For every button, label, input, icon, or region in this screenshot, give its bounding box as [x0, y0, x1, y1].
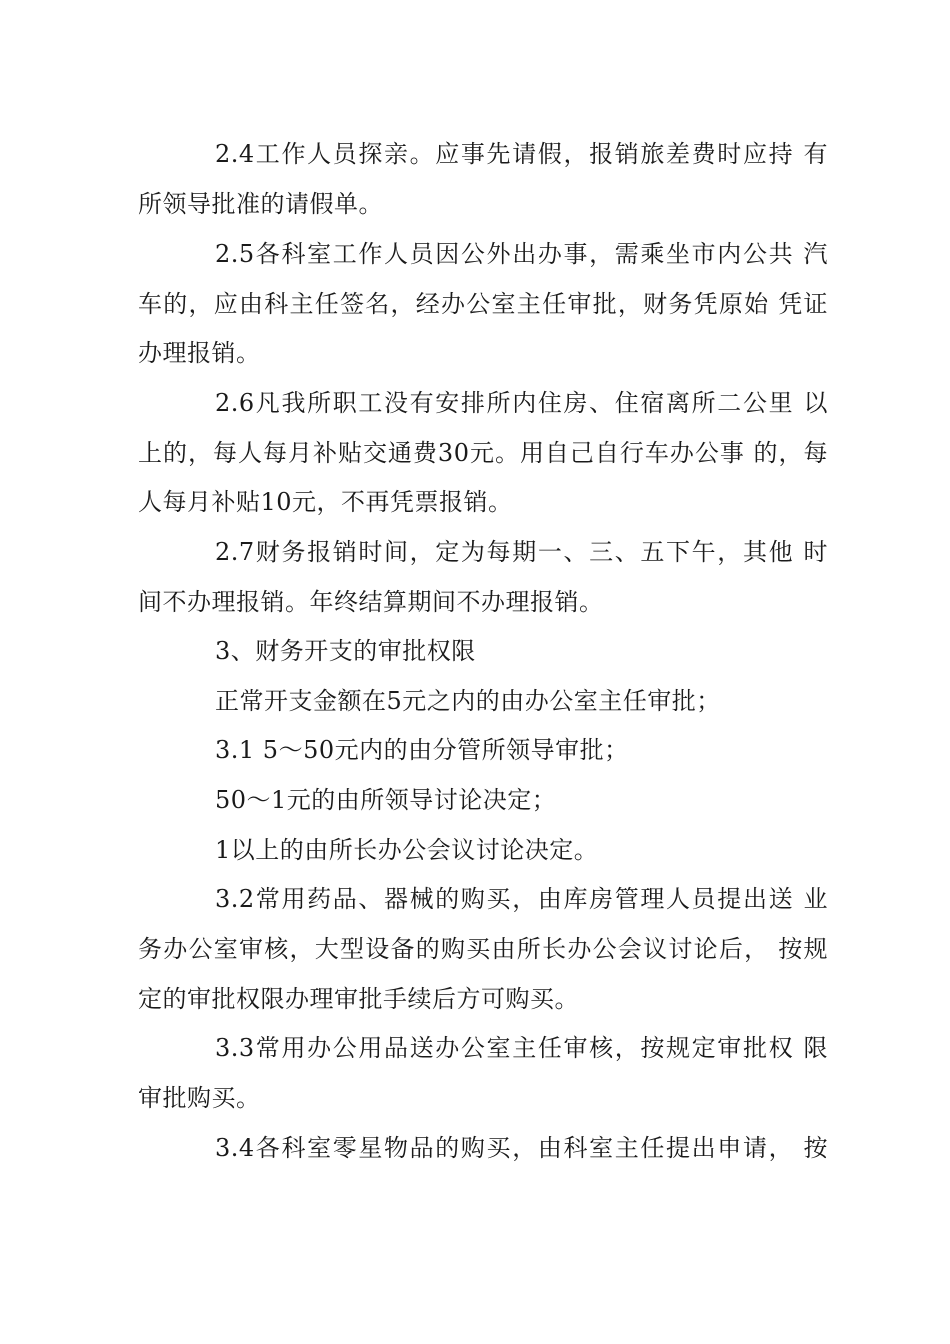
paragraph-2-6-line-1: 2.6凡我所职工没有安排所内住房、住宿离所二公里 以: [215, 389, 828, 417]
paragraph-3-1-line-2: 50〜1元的由所领导讨论决定；: [215, 786, 557, 814]
paragraph-3-2-line-3: 定的审批权限办理审批手续后方可购买。: [138, 985, 579, 1013]
paragraph-2-5-line-2: 车的，应由科主任签名，经办公室主任审批，财务凭原始 凭证: [138, 290, 828, 318]
paragraph-3-3-line-2: 审批购买。: [138, 1084, 261, 1112]
paragraph-2-7-line-2: 间不办理报销。年终结算期间不办理报销。: [138, 588, 604, 616]
paragraph-2-7-line-1: 2.7财务报销时间，定为每期一、三、五下午，其他 时: [215, 538, 828, 566]
paragraph-3-1-line-1: 3.1 5〜50元内的由分管所领导审批；: [215, 736, 629, 764]
section-3-heading: 3、财务开支的审批权限: [215, 637, 476, 665]
paragraph-2-6-line-2: 上的，每人每月补贴交通费30元。用自己自行车办公事 的，每: [138, 439, 828, 467]
paragraph-2-5-line-3: 办理报销。: [138, 339, 261, 367]
paragraph-2-4-line-1: 2.4工作人员探亲。应事先请假，报销旅差费时应持 有: [215, 140, 828, 168]
paragraph-2-5-line-1: 2.5各科室工作人员因公外出办事，需乘坐市内公共 汽: [215, 240, 828, 268]
paragraph-2-6-line-3: 人每月补贴10元，不再凭票报销。: [138, 488, 513, 516]
paragraph-3-1-line-3: 1以上的由所长办公会议讨论决定。: [215, 836, 599, 864]
paragraph-3-3-line-1: 3.3常用办公用品送办公室主任审核，按规定审批权 限: [215, 1034, 828, 1062]
paragraph-3-2-line-1: 3.2常用药品、器械的购买，由库房管理人员提出送 业: [215, 885, 828, 913]
paragraph-3-0-line-1: 正常开支金额在5元之内的由办公室主任审批；: [215, 687, 721, 715]
paragraph-3-4-line-1: 3.4各科室零星物品的购买，由科室主任提出申请， 按: [215, 1134, 828, 1162]
paragraph-3-2-line-2: 务办公室审核，大型设备的购买由所长办公会议讨论后， 按规: [138, 935, 828, 963]
paragraph-2-4-line-2: 所领导批准的请假单。: [138, 190, 383, 218]
